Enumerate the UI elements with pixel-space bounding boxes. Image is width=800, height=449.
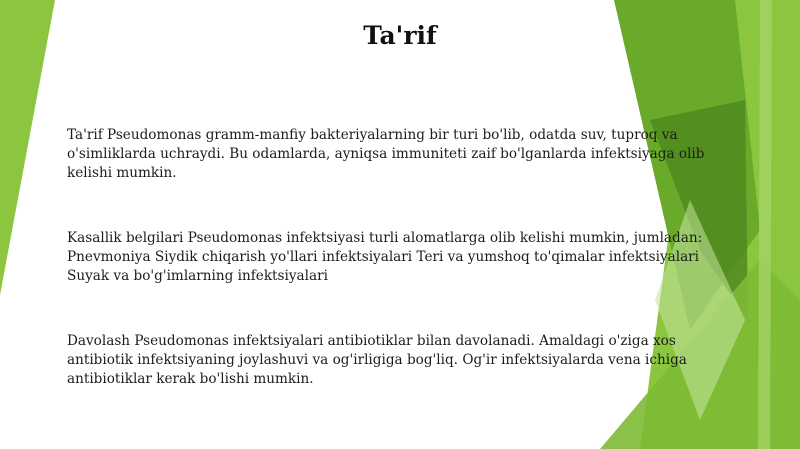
paragraph-line: kelishi mumkin. (67, 165, 177, 181)
paragraph-line: Kasallik belgilari Pseudomonas infektsiyasi turli alomatlarga olib kelishi mumkin, jumladan: (67, 230, 703, 246)
paragraph-line: antibiotik infektsiyaning joylashuvi va og'irligiga bog'liq. Og'ir infektsiyalarda vena ichiga (67, 352, 687, 368)
paragraph-line: Suyak va bo'g'imlarning infektsiyalari (67, 268, 328, 284)
definition-paragraph (67, 126, 742, 183)
symptoms-paragraph (67, 229, 742, 286)
thin-accent-stripe (758, 0, 772, 449)
slide-title: Ta'rif (363, 21, 437, 50)
paragraph-line: Ta'rif Pseudomonas gramm-manfiy bakteriyalarning bir turi bo'lib, odatda suv, tuproq va (67, 127, 678, 143)
paragraph-line: Davolash Pseudomonas infektsiyalari antibiotiklar bilan davolanadi. Amaldagi o'ziga xos (67, 333, 676, 349)
paragraph-line: Pnevmoniya Siydik chiqarish yo'llari infektsiyalari Teri va yumshoq to'qimalar infektsiyalari (67, 249, 700, 265)
treatment-paragraph (67, 332, 742, 389)
paragraph-line: o'simliklarda uchraydi. Bu odamlarda, ayniqsa immuniteti zaif bo'lganlarda infektsiyaga olib (67, 146, 705, 162)
paragraph-line: antibiotiklar kerak bo'lishi mumkin. (67, 371, 314, 387)
